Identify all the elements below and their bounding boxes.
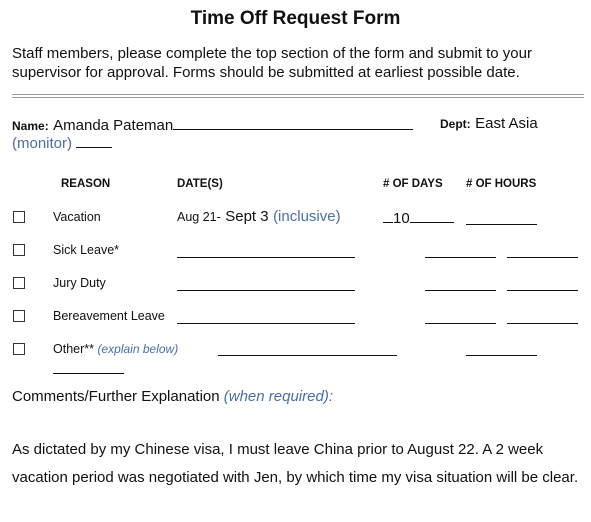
other-label: Other** — [53, 342, 94, 356]
vacation-days[interactable] — [383, 208, 454, 227]
dept-label: Dept — [440, 117, 467, 131]
vacation-date-end: Sept 3 — [225, 208, 269, 225]
checkbox-bereavement-leave[interactable] — [13, 310, 25, 322]
vacation-hours-line[interactable] — [466, 224, 537, 225]
divider-top — [12, 94, 584, 95]
other-note: (explain below) — [97, 342, 179, 356]
jury-duty-hours-line[interactable] — [507, 290, 578, 291]
comments-label: Comments/Further Explanation — [12, 388, 220, 405]
dept-note-underline — [76, 133, 112, 148]
jury-duty-days-line[interactable] — [425, 290, 496, 291]
dept-field[interactable]: Dept: East Asia — [440, 115, 538, 132]
comments-heading — [12, 388, 333, 405]
vacation-dates[interactable] — [177, 208, 341, 226]
bereavement-days-line[interactable] — [425, 323, 496, 324]
other-extra-line[interactable] — [53, 373, 124, 374]
sick-leave-dates-line[interactable] — [177, 257, 355, 258]
row-label-other — [53, 342, 178, 356]
checkbox-jury-duty[interactable] — [13, 277, 25, 289]
header-hours: # OF HOURS — [466, 178, 537, 190]
row-label-jury-duty: Jury Duty — [53, 276, 106, 290]
sick-leave-hours-line[interactable] — [507, 257, 578, 258]
name-label: Name — [12, 119, 45, 133]
dept-value: East Asia — [475, 115, 538, 132]
bereavement-dates-line[interactable] — [177, 323, 355, 324]
vacation-days-value: 10 — [393, 210, 410, 227]
comments-text[interactable]: As dictated by my Chinese visa, I must leave China prior to August 22. A 2 week vacation period was negotiated with Jen, by which time my visa situation will be clear. — [12, 441, 579, 486]
dept-note: (monitor) — [12, 135, 73, 152]
form-title: Time Off Request Form — [190, 8, 401, 29]
header-days: # OF DAYS — [383, 178, 443, 190]
name-underline — [173, 115, 413, 130]
other-hours-line[interactable] — [466, 355, 537, 356]
sick-leave-days-line[interactable] — [425, 257, 496, 258]
checkbox-other[interactable] — [13, 343, 25, 355]
vacation-date-start: Aug 21- — [177, 210, 221, 224]
row-label-vacation: Vacation — [53, 210, 101, 224]
jury-duty-dates-line[interactable] — [177, 290, 355, 291]
bereavement-hours-line[interactable] — [507, 323, 578, 324]
form-intro: Staff members, please complete the top section of the form and submit to your supervisor for approval. Forms should be submitted at earliest possible date. — [12, 45, 532, 81]
divider-bottom — [12, 97, 584, 98]
vacation-date-note: (inclusive) — [273, 208, 341, 225]
checkbox-sick-leave[interactable] — [13, 244, 25, 256]
name-field[interactable]: Name: Amanda Pateman — [12, 115, 413, 135]
dept-note-line — [12, 133, 112, 153]
header-reason: REASON — [61, 178, 111, 190]
other-dates-line[interactable] — [218, 355, 397, 356]
header-dates: DATE(S) — [177, 178, 223, 190]
name-value: Amanda Pateman — [53, 117, 174, 134]
row-label-bereavement-leave: Bereavement Leave — [53, 309, 165, 323]
row-label-sick-leave: Sick Leave* — [53, 243, 120, 257]
comments-note: (when required): — [223, 388, 333, 405]
checkbox-vacation[interactable] — [13, 211, 25, 223]
